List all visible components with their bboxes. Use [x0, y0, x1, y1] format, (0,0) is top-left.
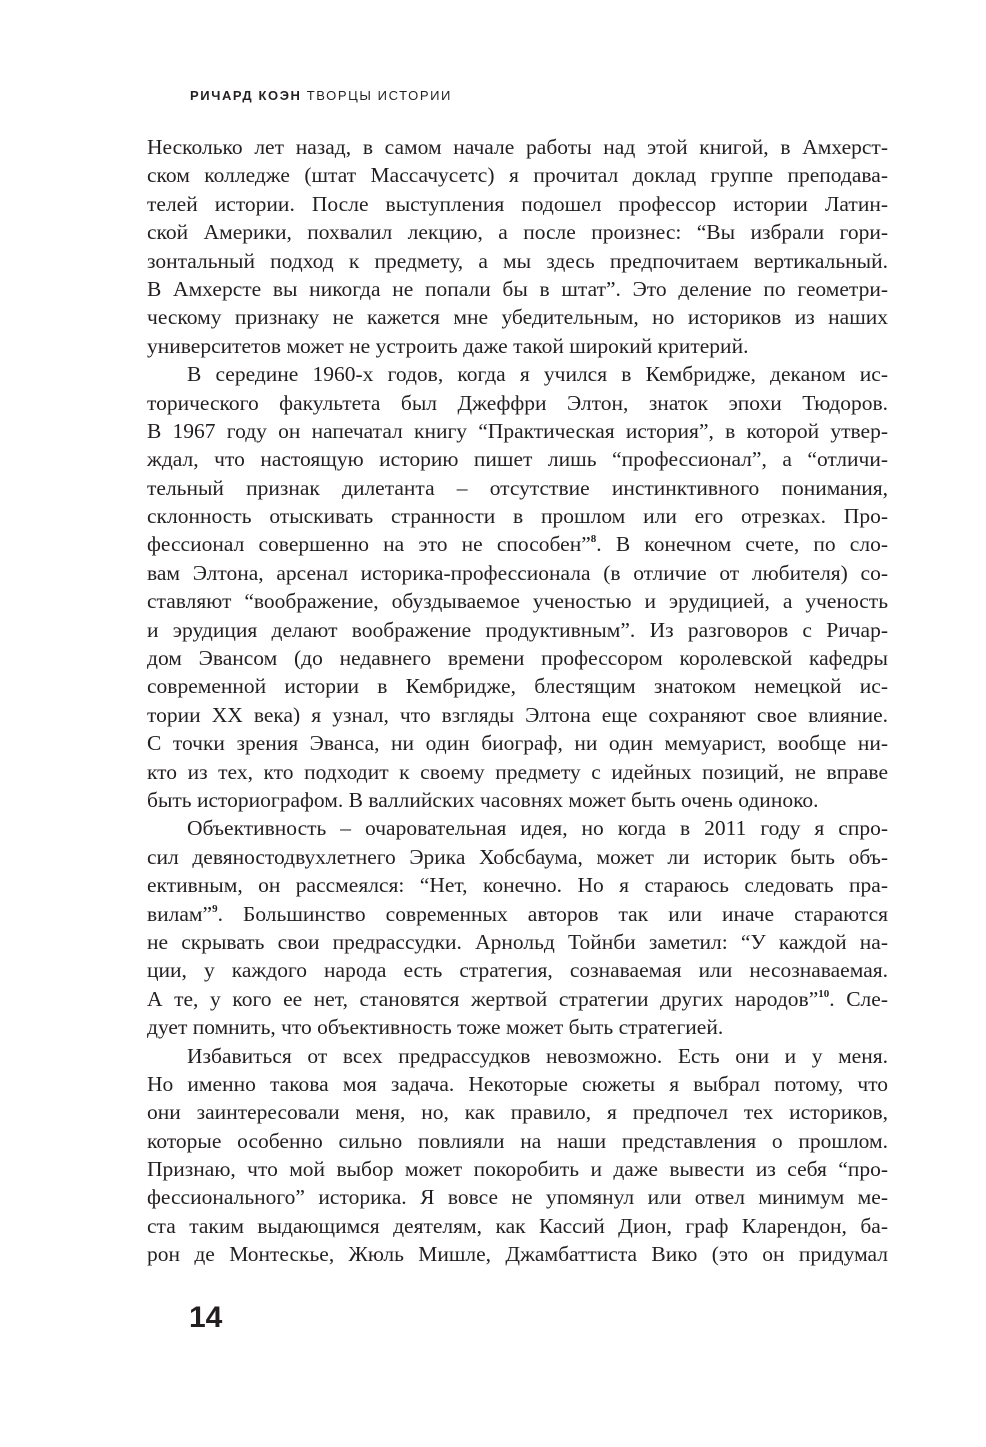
- line-text: Объективность – очаровательная идея, но когда в 2011 году я спро-: [187, 816, 888, 841]
- line-text: современной истории в Кембридже, блестящим знатоком немецкой ис-: [147, 674, 888, 699]
- text-line: [147, 1183, 888, 1211]
- line-content: [147, 873, 888, 897]
- line-text: ективным, он рассмеялся: “Нет, конечно. Но я стараюсь следовать пра-: [147, 873, 888, 898]
- line-text: ждал, что настоящую историю пишет лишь “профессионал”, а “отличи-: [147, 447, 888, 472]
- line-content: [147, 760, 888, 784]
- line-content: [147, 646, 888, 670]
- line-content: [147, 845, 888, 869]
- text-line: [147, 1240, 888, 1268]
- text-line: [147, 360, 888, 388]
- text-line: [147, 1127, 888, 1155]
- line-content: [147, 1072, 888, 1096]
- line-content: [147, 958, 888, 982]
- text-line: [147, 1155, 888, 1183]
- line-content: [147, 674, 888, 698]
- line-content: [147, 135, 888, 159]
- line-text: торического факультета был Джеффри Элтон, знаток эпохи Тюдоров.: [147, 390, 888, 415]
- text-line: [147, 1070, 888, 1098]
- footnote-reference: 10: [818, 987, 830, 1000]
- line-text: дом Эвансом (до недавнего времени профессором королевской кафедры: [147, 646, 888, 671]
- text-line: [147, 218, 888, 246]
- line-text: кто из тех, кто подходит к своему предмету с идейных позиций, не вправе: [147, 759, 888, 784]
- line-text: ском колледже (штат Массачусетс) я прочитал доклад группе преподава-: [147, 163, 888, 188]
- line-text: Признаю, что мой выбор может покоробить и даже вывести из себя “про-: [147, 1157, 888, 1182]
- line-content: [147, 1015, 723, 1039]
- text-line: [147, 502, 888, 530]
- page-number: 14: [189, 1301, 223, 1334]
- line-text: зонтальный подход к предмету, а мы здесь предпочитаем вертикальный.: [147, 248, 888, 273]
- line-content: [187, 362, 888, 386]
- text-line: [147, 389, 888, 417]
- line-content: [147, 1242, 888, 1266]
- line-text: ции, у каждого народа есть стратегия, сознаваемая или несознаваемая.: [147, 958, 888, 983]
- text-line: [147, 1042, 888, 1070]
- line-content: [147, 618, 888, 642]
- text-line: [147, 729, 888, 757]
- line-content: [147, 447, 888, 471]
- line-content: [147, 334, 748, 358]
- line-text: не скрывать свои предрассудки. Арнольд Тойнби заметил: “У каждой на-: [147, 929, 888, 954]
- line-content: [147, 987, 888, 1011]
- line-text: . Сле-: [829, 986, 888, 1011]
- line-content: [147, 249, 888, 273]
- line-content: [147, 731, 888, 755]
- line-content: [187, 816, 888, 840]
- line-text: вам Элтона, арсенал историка-профессионала (в отличие от любителя) со-: [147, 560, 888, 585]
- line-text: фессионал совершенно на это не способен”: [147, 532, 591, 557]
- text-line: [147, 445, 888, 473]
- text-line: [147, 758, 888, 786]
- line-content: [147, 1129, 888, 1153]
- line-text: ской Америки, похвалил лекцию, а после произнес: “Вы избрали гори-: [147, 220, 888, 245]
- line-content: [147, 419, 888, 443]
- line-text: рон де Монтескье, Жюль Мишле, Джамбаттиста Вико (это он придумал: [147, 1242, 888, 1267]
- text-line: [147, 587, 888, 615]
- line-text: быть историографом. В валлийских часовнях может быть очень одиноко.: [147, 787, 819, 812]
- text-line: [147, 417, 888, 445]
- line-text: дует помнить, что объективность тоже может быть стратегией.: [147, 1015, 724, 1040]
- line-content: [147, 391, 888, 415]
- line-text: В 1967 году он напечатал книгу “Практическая история”, в которой утвер-: [147, 418, 888, 443]
- text-line: [147, 190, 888, 218]
- line-text: фессионального” историка. Я вовсе не упомянул или отвел минимум ме-: [147, 1185, 888, 1210]
- running-head: [190, 88, 452, 103]
- running-head-author: РИЧАРД КОЭН: [190, 88, 302, 103]
- line-content: [147, 220, 888, 244]
- line-content: [147, 902, 888, 926]
- line-text: которые особенно сильно повлияли на наши представления о прошлом.: [147, 1128, 888, 1153]
- line-content: [187, 1044, 888, 1068]
- text-line: [147, 644, 888, 672]
- line-text: вилам”: [147, 901, 213, 926]
- running-head-title: ТВОРЦЫ ИСТОРИИ: [306, 88, 452, 103]
- line-content: [147, 788, 819, 812]
- text-line: [147, 843, 888, 871]
- line-content: [147, 1100, 888, 1124]
- line-content: [147, 532, 888, 556]
- line-content: [147, 930, 888, 954]
- text-line: [147, 616, 888, 644]
- line-text: В середине 1960-х годов, когда я учился в Кембридже, деканом ис-: [187, 362, 888, 387]
- text-line: [147, 786, 888, 814]
- line-text: . Большинство современных авторов так или иначе стараются: [217, 901, 888, 926]
- text-line: [147, 871, 888, 899]
- line-content: [147, 1157, 888, 1181]
- line-text: Но именно такова моя задача. Некоторые сюжеты я выбрал потому, что: [147, 1071, 888, 1096]
- line-text: университетов может не устроить даже такой широкий критерий.: [147, 333, 749, 358]
- text-line: [147, 161, 888, 189]
- text-line: [147, 814, 888, 842]
- text-line: [147, 956, 888, 984]
- line-text: А те, у кого ее нет, становятся жертвой стратегии других народов”: [147, 986, 819, 1011]
- line-text: Избавиться от всех предрассудков невозможно. Есть они и у меня.: [187, 1043, 888, 1068]
- line-text: ставляют “воображение, обуздываемое ученостью и эрудицией, а ученость: [147, 589, 888, 614]
- text-line: [147, 133, 888, 161]
- line-content: [147, 163, 888, 187]
- text-line: [147, 474, 888, 502]
- line-content: [147, 703, 888, 727]
- text-line: [147, 1098, 888, 1126]
- line-content: [147, 589, 888, 613]
- line-text: телей истории. После выступления подошел профессор истории Латин-: [147, 191, 888, 216]
- line-text: Несколько лет назад, в самом начале работы над этой книгой, в Амхерст-: [147, 135, 888, 159]
- line-content: [147, 277, 888, 301]
- line-text: . В конечном счете, по сло-: [596, 532, 888, 557]
- text-line: [147, 303, 888, 331]
- line-content: [147, 1214, 888, 1238]
- line-text: они заинтересовали меня, но, как правило, я предпочел тех историков,: [147, 1100, 888, 1125]
- line-text: тории XX века) я узнал, что взгляды Элтона еще сохраняют свое влияние.: [147, 702, 888, 727]
- text-line: [147, 928, 888, 956]
- text-line: [147, 275, 888, 303]
- line-content: [147, 504, 888, 528]
- line-content: [147, 476, 888, 500]
- footnote-reference: 9: [212, 902, 218, 915]
- text-line: [147, 530, 888, 558]
- line-text: сил девяностодвухлетнего Эрика Хобсбаума, может ли историк быть объ-: [147, 844, 888, 869]
- line-content: [147, 1185, 888, 1209]
- text-line: [147, 1013, 888, 1041]
- text-line: [147, 247, 888, 275]
- line-text: ческому признаку не кажется мне убедительным, но историков из наших: [147, 305, 888, 330]
- body-text: [147, 133, 888, 1269]
- line-content: [147, 192, 888, 216]
- text-line: [147, 559, 888, 587]
- line-content: [147, 305, 888, 329]
- text-line: [147, 672, 888, 700]
- text-line: [147, 1212, 888, 1240]
- line-text: В Амхерсте вы никогда не попали бы в штат”. Это деление по геометри-: [147, 276, 888, 301]
- line-content: [147, 561, 888, 585]
- text-line: [147, 900, 888, 928]
- line-text: и эрудиция делают воображение продуктивным”. Из разговоров с Ричар-: [147, 617, 888, 642]
- text-line: [147, 332, 888, 360]
- line-text: склонность отыскивать странности в прошлом или его отрезках. Про-: [147, 504, 888, 529]
- line-text: тельный признак дилетанта – отсутствие инстинктивного понимания,: [147, 475, 888, 500]
- text-line: [147, 701, 888, 729]
- footnote-reference: 8: [590, 533, 597, 546]
- line-text: ста таким выдающимся деятелям, как Кассий Дион, граф Кларендон, ба-: [147, 1213, 888, 1238]
- text-line: [147, 985, 888, 1013]
- line-text: С точки зрения Эванса, ни один биограф, ни один мемуарист, вообще ни-: [147, 731, 888, 756]
